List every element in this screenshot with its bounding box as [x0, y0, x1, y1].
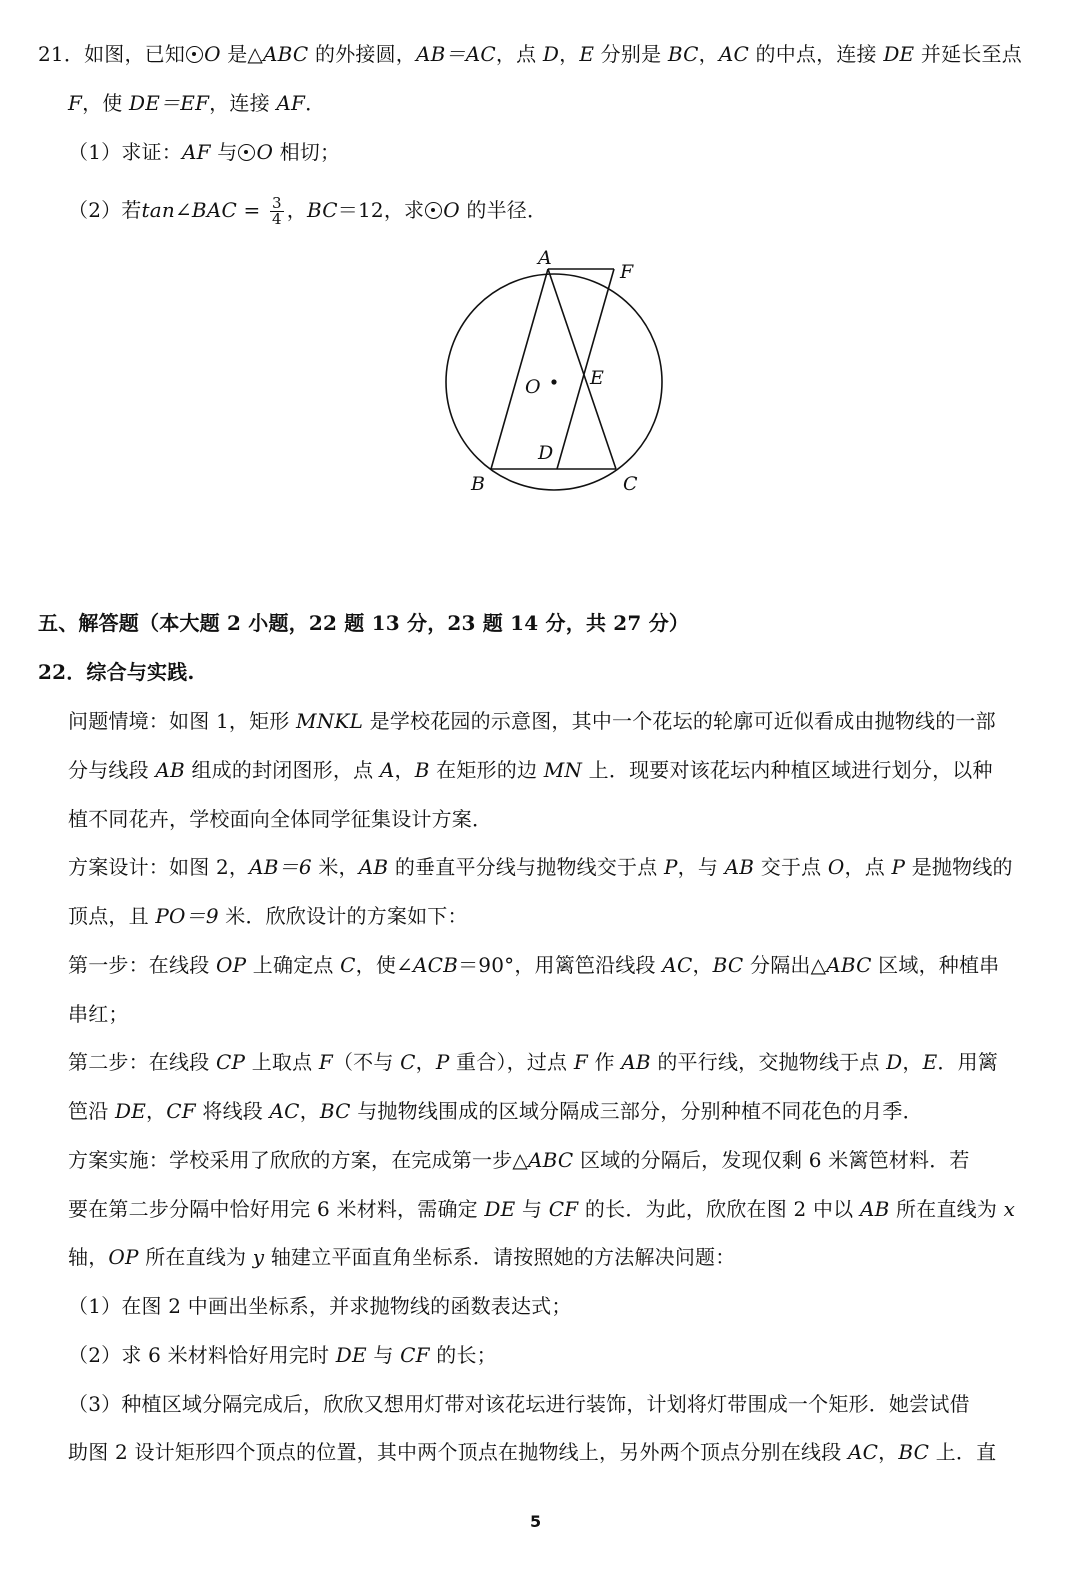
label-a: A — [538, 247, 552, 269]
q22-line-11: 要在第二步分隔中恰好用完 6 米材料，需确定 DE 与 CF 的长．为此，欣欣在图 2 中以 AB 所在直线为 x — [68, 1197, 1016, 1221]
label-c: C — [623, 473, 638, 495]
q22-title: 22．综合与实践. — [38, 660, 195, 684]
q22-line-4: 方案设计：如图 2，AB＝6 米，AB 的垂直平分线与抛物线交于点 P，与 AB 交于点 O，点 P 是抛物线的 — [68, 855, 1013, 879]
label-d: D — [538, 442, 554, 464]
q22-part-3-cont: 助图 2 设计矩形四个顶点的位置，其中两个顶点在抛物线上，另外两个顶点分别在线段 AC，BC 上．直 — [68, 1440, 997, 1464]
q21-line-2: F，使 DE＝EF，连接 AF． — [68, 91, 326, 115]
q22-line-12: 轴，OP 所在直线为 y 轴建立平面直角坐标系．请按照她的方法解决问题： — [68, 1245, 736, 1269]
q21-part-1: （1）求证：AF 与 O 相切； — [68, 140, 341, 164]
center-point — [551, 379, 556, 384]
label-b: B — [471, 473, 485, 495]
segment-ab — [491, 269, 548, 469]
q22-line-9: 笆沿 DE，CF 将线段 AC，BC 与抛物线围成的区域分隔成三部分，分别种植不同花色的月季． — [68, 1099, 923, 1123]
section-5-heading: 五、解答题（本大题 2 小题，22 题 13 分，23 题 14 分，共 27 分） — [38, 611, 690, 635]
q22-line-2: 分与线段 AB 组成的封闭图形，点 A，B 在矩形的边 MN 上．现要对该花坛内种植区域进行划分，以种 — [68, 758, 993, 782]
q22-line-7: 串红； — [68, 1002, 129, 1026]
q22-line-6: 第一步：在线段 OP 上确定点 C，使∠ACB＝90°，用篱笆沿线段 AC，BC 分隔出△ABC 区域，种植串 — [68, 953, 1000, 977]
q22-line-10: 方案实施：学校采用了欣欣的方案，在完成第一步△ABC 区域的分隔后，发现仅剩 6 米篱笆材料．若 — [68, 1148, 970, 1172]
q21-line-1: 21．如图，已知 O 是△ABC 的外接圆，AB＝AC，点 D，E 分别是 BC，AC 的中点，连接 DE 并延长至点 — [38, 42, 1022, 66]
q22-line-1: 问题情境：如图 1，矩形 MNKL 是学校花园的示意图，其中一个花坛的轮廓可近似看成由抛物线的一部 — [68, 709, 996, 733]
label-o: O — [525, 376, 541, 398]
label-e: E — [590, 367, 604, 389]
circle-dot-symbol — [238, 144, 255, 161]
q22-line-3: 植不同花卉，学校面向全体同学征集设计方案． — [68, 807, 493, 831]
circle-dot-symbol — [425, 202, 442, 219]
label-f: F — [620, 261, 634, 283]
fraction-three-quarters: $\frac{3}{4}$ — [272, 194, 282, 228]
q22-part-3: （3）种植区域分隔完成后，欣欣又想用灯带对该花坛进行装饰，计划将灯带围成一个矩形．她尝试借 — [68, 1392, 970, 1416]
page-number: 5 — [530, 1512, 542, 1531]
geometry-figure — [440, 242, 670, 504]
q21-part-2: （2）若tan∠BAC = $\frac{3}{4}$ ，BC＝12，求 O 的半径． — [68, 194, 548, 228]
q22-part-2: （2）求 6 米材料恰好用完时 DE 与 CF 的长； — [68, 1343, 497, 1367]
circle-dot-symbol — [186, 46, 203, 63]
q22-line-5: 顶点，且 PO＝9 米．欣欣设计的方案如下： — [68, 904, 468, 928]
q22-part-1: （1）在图 2 中画出坐标系，并求抛物线的函数表达式； — [68, 1294, 572, 1318]
q22-line-8: 第二步：在线段 CP 上取点 F（不与 C，P 重合），过点 F 作 AB 的平行线，交抛物线于点 D，E．用篱 — [68, 1050, 998, 1074]
